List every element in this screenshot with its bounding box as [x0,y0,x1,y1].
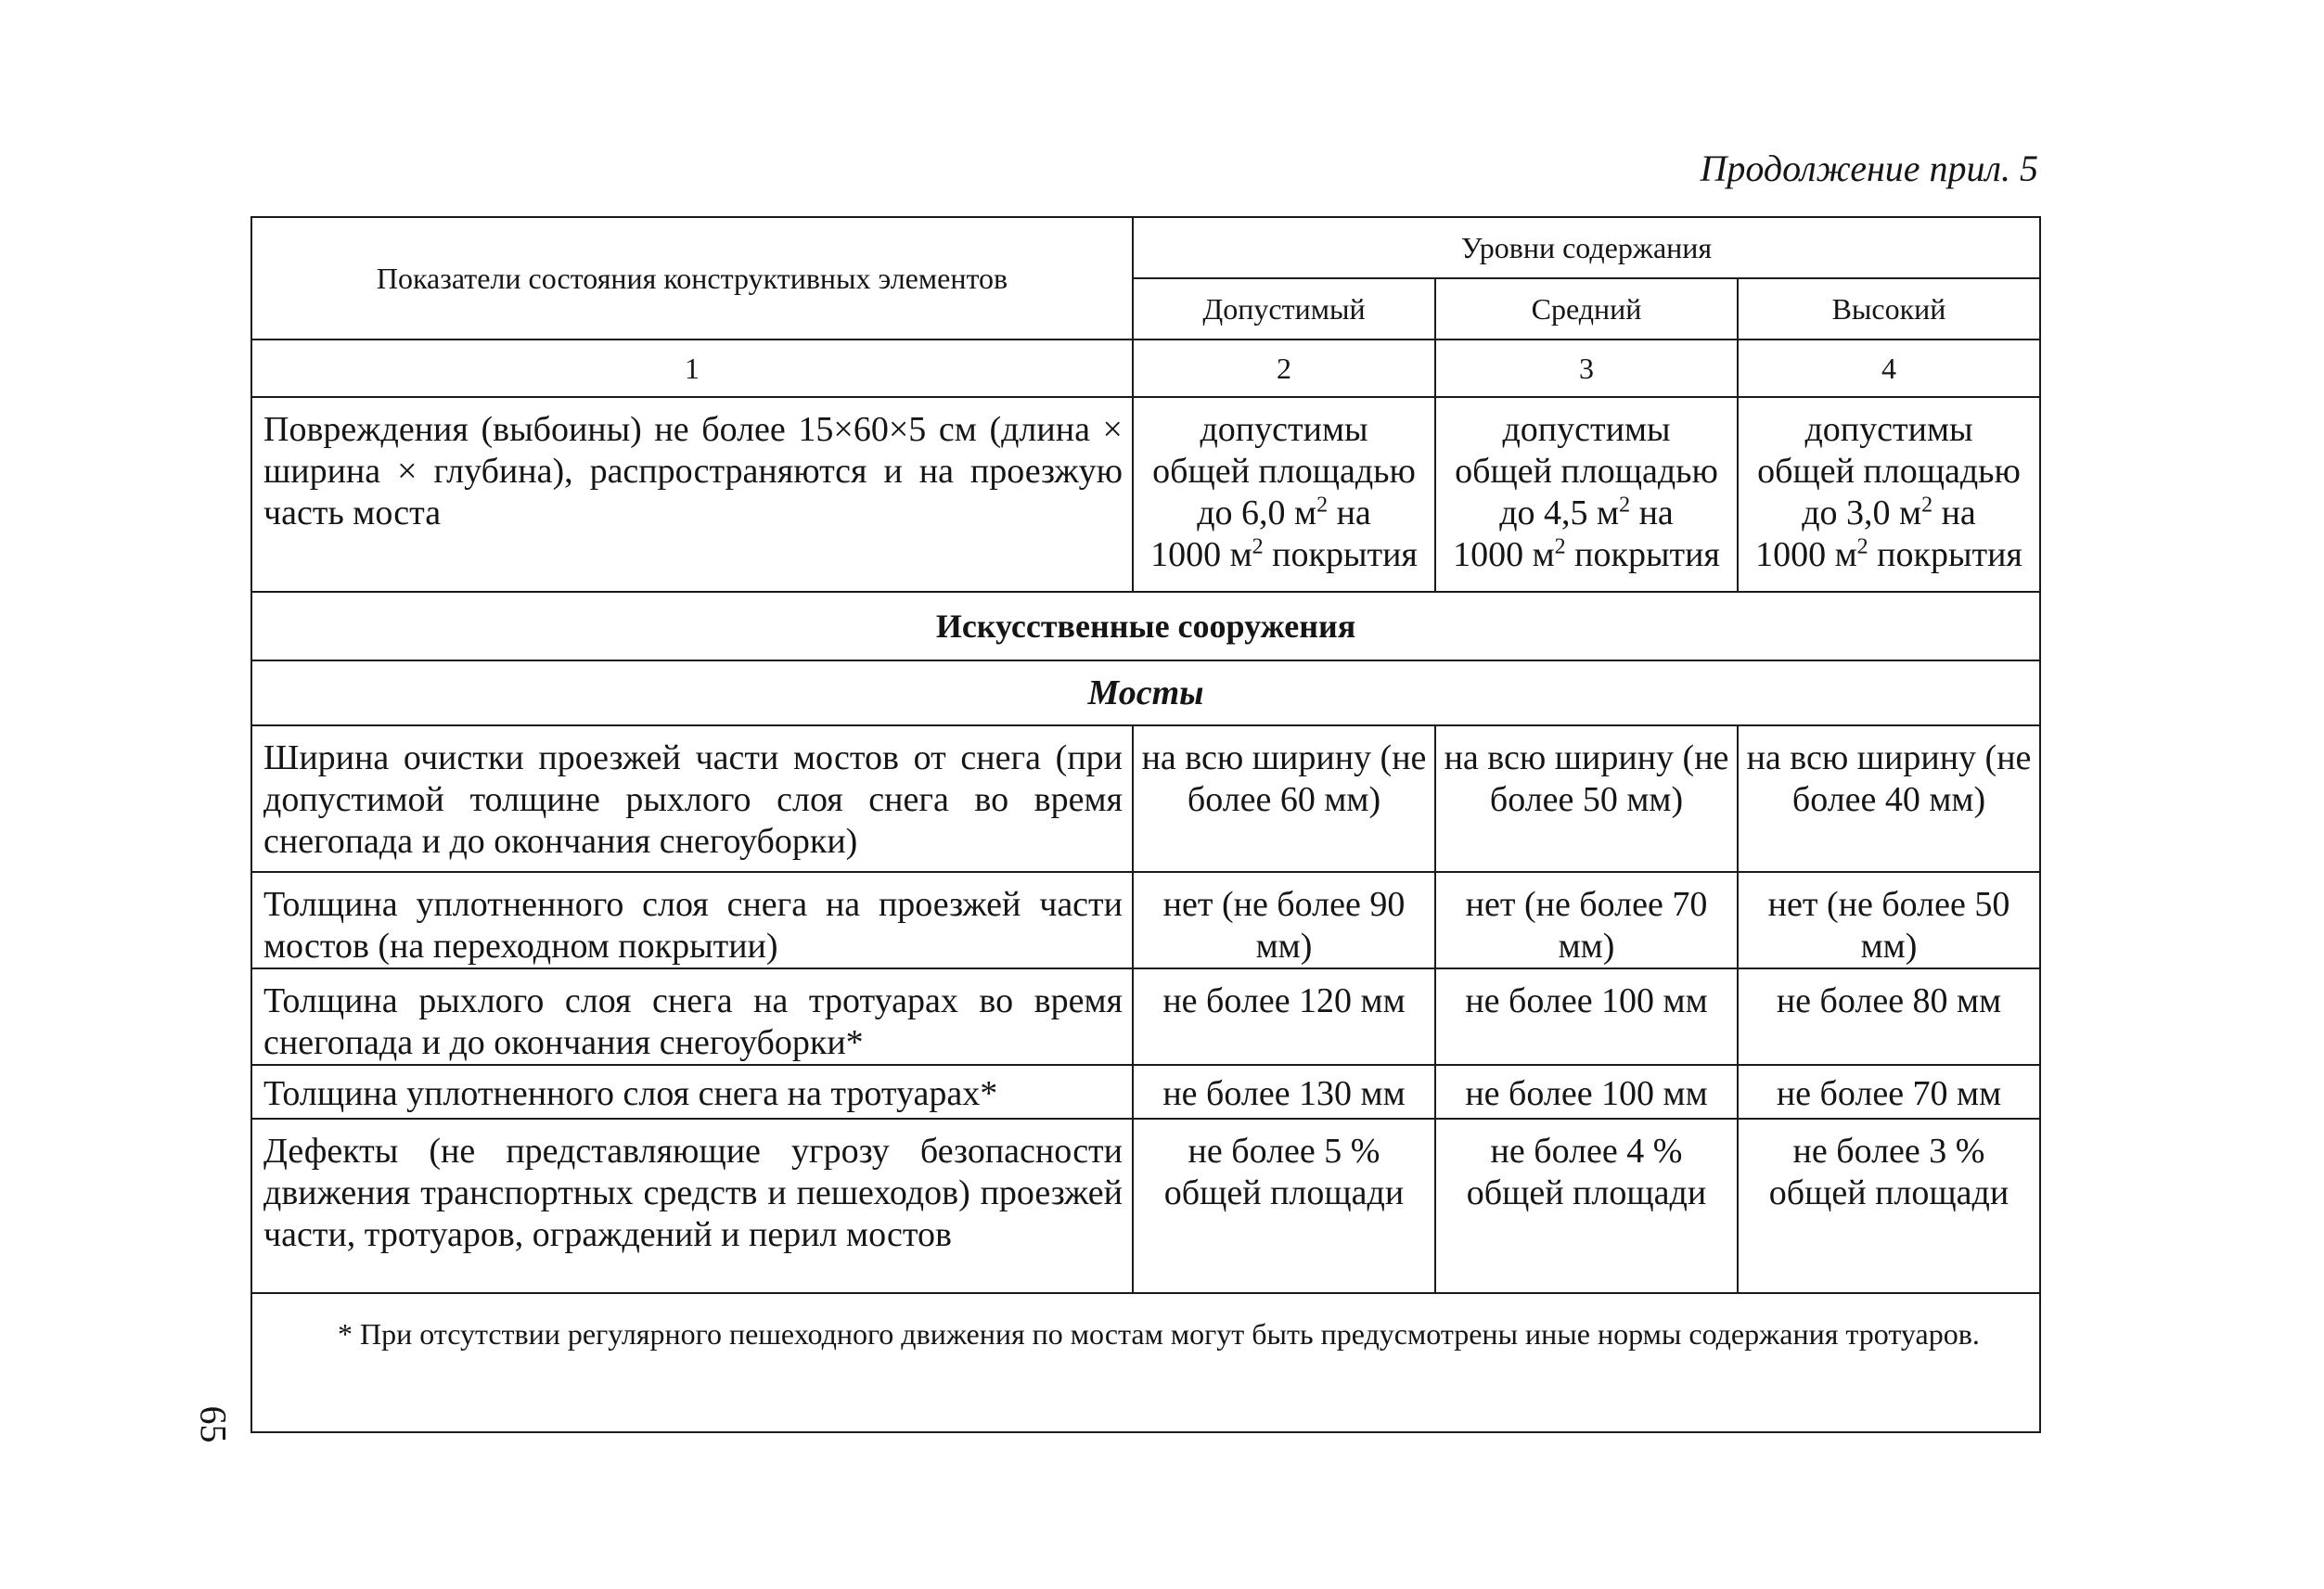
value-clearing-width-high: на всю ширину (не более 40 мм) [1738,725,2040,872]
indicator-packed-snow-sidewalks: Толщина уплотненного слоя снега на тротуарах* [251,1065,1133,1119]
footnote [251,1293,2040,1432]
indicator-packed-snow-roadway: Толщина уплотненного слоя снега на проезжей части мостов (на переходном покрытии) [251,872,1133,968]
page-number: 65 [192,1405,235,1443]
column-number-1: 1 [251,340,1133,397]
indicator-clearing-width: Ширина очистки проезжей части мостов от снега (при допустимой толщине рыхлого слоя снега во время снегопада и до окончания снегоуборки) [251,725,1133,872]
value-loose-snow-sidewalks-high: не более 80 мм [1738,968,2040,1065]
value-clearing-width-acceptable: на всю ширину (не более 60 мм) [1133,725,1435,872]
value-loose-snow-sidewalks-acceptable: не более 120 мм [1133,968,1435,1065]
header-levels: Уровни содержания [1133,217,2040,278]
value-packed-snow-sidewalks-medium: не более 100 мм [1435,1065,1738,1119]
column-number-3: 3 [1435,340,1738,397]
maintenance-levels-table [250,216,2041,1433]
value-packed-snow-roadway-acceptable: нет (не более 90 мм) [1133,872,1435,968]
header-level-high: Высокий [1738,278,2040,340]
indicator-potholes: Повреждения (выбоины) не более 15×60×5 см (длина × ширина × глубина), распространяются и на проезжую часть моста [251,397,1133,592]
value-potholes-medium: допустимы общей площадью до 4,5 $м^2$ на 1000 $м^2$ покрытия [1435,397,1738,592]
value-clearing-width-medium: на всю ширину (не более 50 мм) [1435,725,1738,872]
footnote-text: * При отсутствии регулярного пешеходного движения по мостам могут быть предусмотрены иные нормы содержания тротуаров. [338,1317,1980,1351]
column-number-2: 2 [1133,340,1435,397]
value-loose-snow-sidewalks-medium: не более 100 мм [1435,968,1738,1065]
value-potholes-high: допустимы общей площадью до 3,0 $м^2$ на 1000 $м^2$ покрытия [1738,397,2040,592]
value-defects-medium: не более 4 % общей площади [1435,1119,1738,1293]
value-packed-snow-roadway-high: нет (не более 50 мм) [1738,872,2040,968]
section-title: Искусственные сооружения [251,592,2040,660]
value-defects-high: не более 3 % общей площади [1738,1119,2040,1293]
header-level-medium: Средний [1435,278,1738,340]
indicator-defects: Дефекты (не представляющие угрозу безопасности движения транспортных средств и пешеходов) проезжей части, тротуаров, ограждений и перил мостов [251,1119,1133,1293]
value-packed-snow-roadway-medium: нет (не более 70 мм) [1435,872,1738,968]
value-packed-snow-sidewalks-high: не более 70 мм [1738,1065,2040,1119]
header-level-acceptable: Допустимый [1133,278,1435,340]
indicator-loose-snow-sidewalks: Толщина рыхлого слоя снега на тротуарах во время снегопада и до окончания снегоуборки* [251,968,1133,1065]
value-potholes-acceptable: допустимы общей площадью до 6,0 $м^2$ на 1000 $м^2$ покрытия [1133,397,1435,592]
value-packed-snow-sidewalks-acceptable: не более 130 мм [1133,1065,1435,1119]
column-number-4: 4 [1738,340,2040,397]
continuation-title: Продолжение прил. 5 [1700,147,2038,189]
header-indicators: Показатели состояния конструктивных элементов [251,217,1133,340]
value-defects-acceptable: не более 5 % общей площади [1133,1119,1435,1293]
subsection-title: Мосты [251,660,2040,725]
